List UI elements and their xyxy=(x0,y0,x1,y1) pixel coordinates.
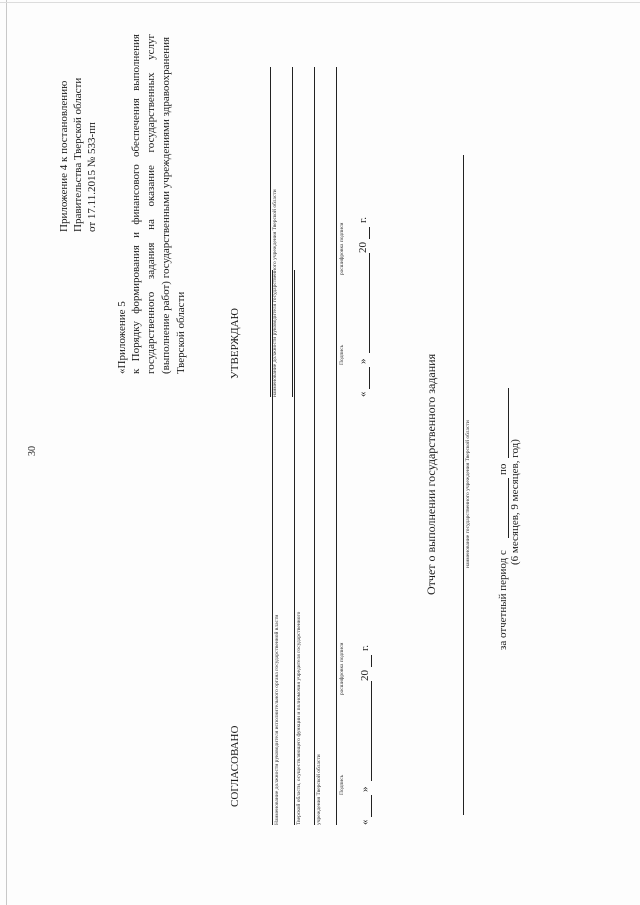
approved-line-3 xyxy=(314,67,315,397)
appendix-line-1: к Порядку формирования и финансового обеспечения выполнения xyxy=(130,34,142,374)
report-institution-caption: наименование государственного учреждения Тверской области xyxy=(465,420,471,568)
header-line-1: Приложение 4 к постановлению xyxy=(58,80,70,232)
approved-month-line xyxy=(369,253,370,353)
agreed-year-prefix: 20 xyxy=(359,670,371,681)
approved-date-close: » xyxy=(357,358,369,364)
approved-position-line xyxy=(270,67,271,397)
appendix-line-4: Тверской области xyxy=(175,291,187,374)
approved-signature-caption: Подпись xyxy=(339,344,345,365)
appendix-line-2: государственного задания на оказание государственных услуг xyxy=(145,34,157,374)
appendix-title: «Приложение 5 xyxy=(116,301,128,374)
header-line-3: от 17.11.2015 № 533-пп xyxy=(86,122,98,232)
agreed-org-caption-1: Тверской области, осуществляющего функции и полномочия учредителя государственного xyxy=(296,611,302,825)
agreed-month-line xyxy=(371,681,372,781)
report-period-note: (6 месяцев, 9 месяцев, год) xyxy=(509,439,521,565)
approved-year-prefix: 20 xyxy=(357,242,369,253)
header-line-2: Правительства Тверской области xyxy=(72,77,84,232)
agreed-decoding-caption: расшифровка подписи xyxy=(339,642,345,695)
agreed-year-suffix: г. xyxy=(359,644,371,651)
approved-signature-line xyxy=(336,67,337,397)
report-institution-line xyxy=(463,155,464,815)
approved-position-caption: наименование должности руководителя государственного учреждения Тверской области xyxy=(272,189,278,397)
approved-year-line xyxy=(369,227,370,239)
agreed-day-line xyxy=(371,795,372,817)
approved-line-2 xyxy=(292,67,293,397)
agreed-org-caption-2: учреждения Тверской области xyxy=(316,754,322,825)
approved-heading: УТВЕРЖДАЮ xyxy=(229,308,241,379)
agreed-position-caption: Наименование должности руководителя исполнительного органа государственной власти xyxy=(274,614,280,825)
report-period-prefix: за отчетный период с xyxy=(497,550,509,650)
agreed-date-close: » xyxy=(359,786,371,792)
agreed-signature-caption: Подпись xyxy=(339,774,345,795)
page-number: 30 xyxy=(27,446,38,456)
approved-day-line xyxy=(369,367,370,389)
approved-date-open: « xyxy=(357,391,369,397)
approved-decoding-caption: расшифровка подписи xyxy=(339,222,345,275)
agreed-org-line-1 xyxy=(294,270,295,825)
appendix-line-3: (выполнение работ) государственными учреждениями здравоохранения xyxy=(160,36,172,374)
report-period-to: по xyxy=(497,463,509,475)
report-title: Отчет о выполнении государственного задания xyxy=(424,353,438,595)
approved-year-suffix: г. xyxy=(357,216,369,223)
agreed-date-open: « xyxy=(359,819,371,825)
agreed-heading: СОГЛАСОВАНО xyxy=(229,725,241,807)
agreed-year-line xyxy=(371,655,372,667)
